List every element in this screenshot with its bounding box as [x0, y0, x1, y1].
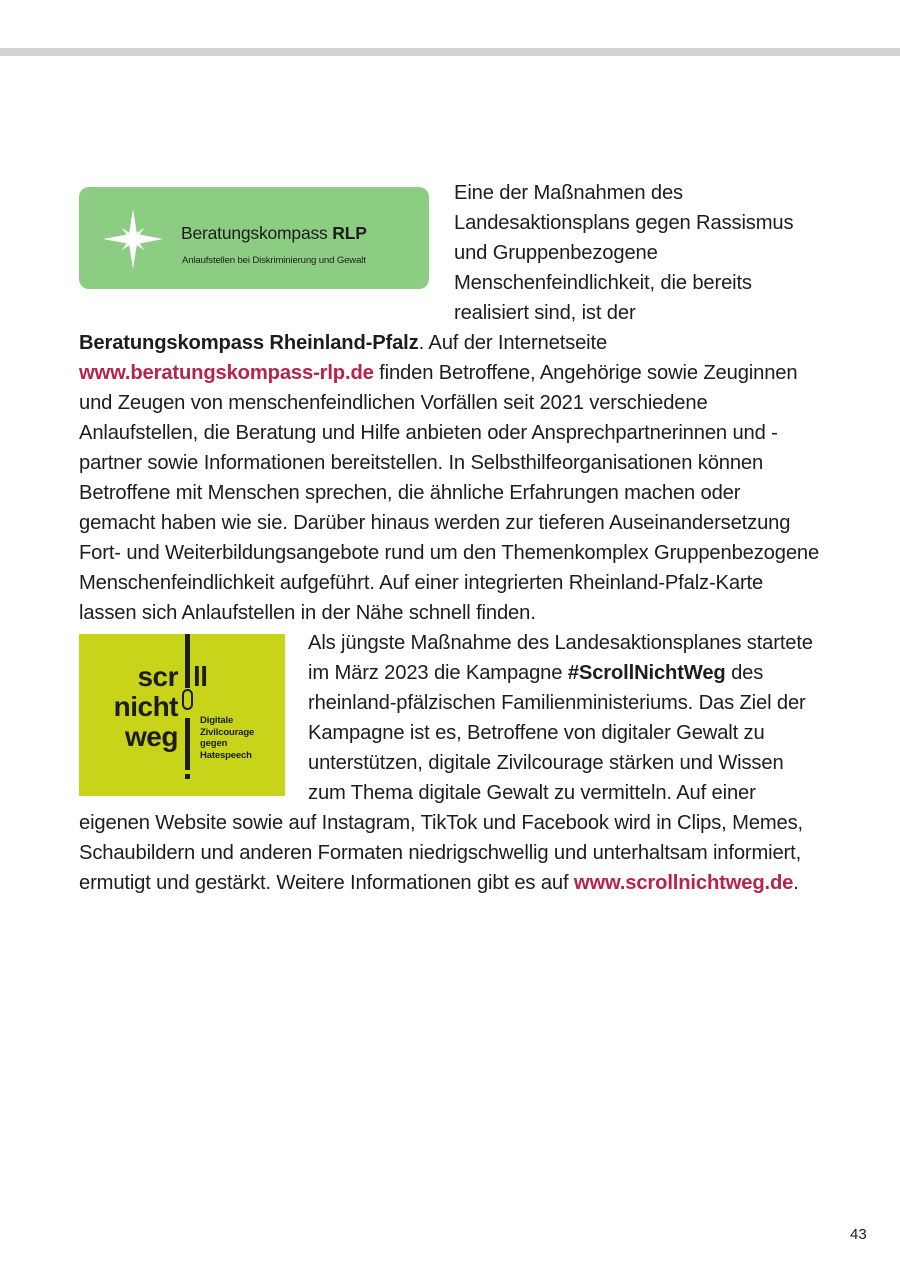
beratungskompass-logo — [79, 187, 429, 289]
paragraph-text: finden Betroffene, Angehörige sowie Zeuginnen und Zeugen von menschenfeindlichen Vorfällen seit 2021 verschiedene Anlaufstellen, die Beratung und Hilfe anbieten oder Ansprechpartnerinnen und -partner sowie Informationen bereitstellen. In Selbsthilfeorganisationen können Betroffene mit Menschen sprechen, die ähnliche Erfahrungen machen oder gemacht haben wie sie. Darüber hinaus werden zur tieferen Auseinandersetzung Fort- und Weiterbildungsangebote rund um den Themenkomplex Gruppenbezogene Menschenfeindlichkeit aufgeführt. Auf einer integrierten Rheinland-Pfalz-Karte lassen sich Anlaufstellen in der Nähe schnell finden. — [79, 362, 820, 624]
paragraph-text: Eine der Maßnahmen des Landesaktionsplans gegen Rassismus und Gruppenbezogene Menschenfeindlichkeit, die bereits realisiert sind, ist der — [454, 182, 794, 324]
top-rule — [0, 48, 900, 56]
beratungskompass-name: Beratungskompass Rheinland-Pfalz — [79, 332, 419, 354]
scrollnichtweg-logo — [79, 634, 285, 796]
beratungskompass-logo-subtitle: Anlaufstellen bei Diskriminierung und Gewalt — [182, 255, 366, 266]
beratungskompass-link[interactable]: www.beratungskompass-rlp.de — [79, 362, 374, 384]
paragraph-text: Als jüngste Maßnahme des Landesaktionsplanes startete im März 2023 die Kampagne — [308, 632, 813, 684]
logo-scroll-ring — [182, 689, 193, 710]
paragraph-scrollnichtweg — [79, 628, 820, 898]
paragraph-text: des rheinland-pfälzischen Familienministeriums. Das Ziel der Kampagne ist es, Betroffene von digitaler Gewalt zu unterstützen, digitale Zivilcourage stärken und Wissen zum Thema digitale Gewalt zu vermitteln. Auf einer eigenen Website sowie auf Instagram, TikTok und Facebook wird in Clips, Memes, Schaubildern und anderen Formaten niedrigschwellig und unterhaltsam informiert, ermutigt und gestärkt. Weitere Informationen gibt es auf — [79, 662, 806, 894]
tagline-line: gegen — [200, 738, 228, 749]
paragraph-beratungskompass — [79, 178, 820, 628]
logo-word-nicht: nicht — [113, 691, 178, 722]
paragraph-text: . — [793, 872, 799, 894]
tagline-line: Hatespeech — [200, 749, 252, 761]
tagline-line: Digitale — [200, 715, 234, 726]
logo-tagline — [200, 715, 254, 761]
campaign-name: #ScrollNichtWeg — [567, 662, 726, 684]
logo-scroll-dot — [185, 774, 190, 779]
logo-word-scr: scr — [137, 661, 178, 692]
logo-word-weg: weg — [125, 721, 178, 752]
sparkle-star-icon — [101, 207, 165, 271]
page-number: 43 — [850, 1226, 867, 1243]
logo-scrollbar-top — [185, 634, 190, 688]
scrollnichtweg-link[interactable]: www.scrollnichtweg.de — [573, 872, 794, 894]
logo-scrollbar-bottom — [185, 718, 190, 770]
logo-word-ll: ll — [193, 661, 208, 692]
paragraph-text: . Auf der Internetseite — [418, 332, 608, 354]
beratungskompass-logo-title: Beratungskompass RLP — [181, 223, 367, 243]
tagline-line: Zivilcourage — [200, 726, 255, 738]
